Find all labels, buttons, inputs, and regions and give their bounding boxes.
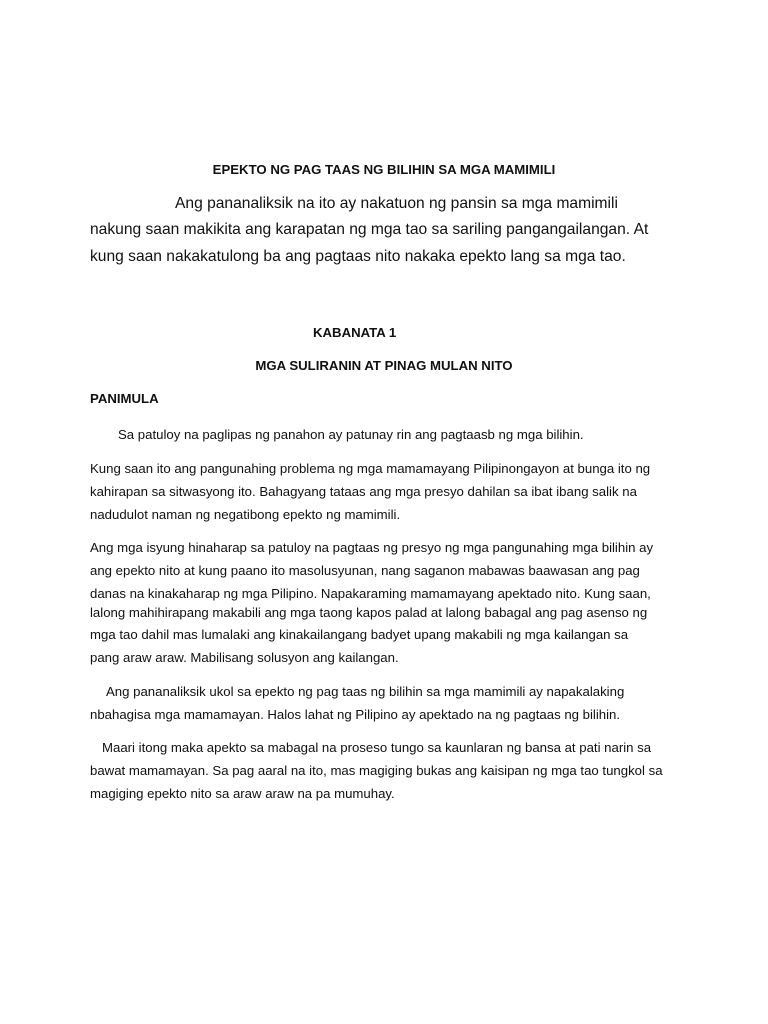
abstract-line-1: Ang pananaliksik na ito ay nakatuon ng pansin sa mga mamimili — [175, 195, 618, 212]
paragraph-2-line-2: kahirapan sa sitwasyong ito. Bahagyang tataas ang mga presyo dahilan sa ibat ibang salik na — [90, 484, 637, 499]
paragraph-3-line-6: pang araw araw. Mabilisang solusyon ang kailangan. — [90, 650, 399, 665]
paragraph-4-line-2: nbahagisa mga mamamayan. Halos lahat ng Pilipino ay apektado na ng pagtaas ng bilihin. — [90, 707, 621, 722]
paragraph-1-line-1: Sa patuloy na paglipas ng panahon ay patunay rin ang pagtaasb ng mga bilihin. — [118, 427, 584, 442]
paragraph-3-line-3: danas na kinakaharap ng mga Pilipino. Napakaraming mamamayang apektado nito. Kung saan, — [90, 586, 651, 601]
paragraph-5-line-3: magiging epekto nito sa araw araw na pa mumuhay. — [90, 786, 395, 801]
paragraph-5-line-1: Maari itong maka apekto sa mabagal na proseso tungo sa kaunlaran ng bansa at pati narin sa — [102, 740, 652, 755]
document-title: EPEKTO NG PAG TAAS NG BILIHIN SA MGA MAMIMILI — [212, 162, 556, 177]
paragraph-2-line-1: Kung saan ito ang pangunahing problema ng mga mamamayang Pilipinongayon at bunga ito ng — [90, 461, 651, 476]
chapter-number: KABANATA 1 — [313, 325, 397, 340]
paragraph-3-line-2: ang epekto nito at kung paano ito masolusyunan, nang saganon mabawas baawasan ang pag — [90, 563, 640, 578]
section-heading: PANIMULA — [90, 391, 159, 406]
abstract-line-3: kung saan nakakatulong ba ang pagtaas nito nakaka epekto lang sa mga tao. — [90, 248, 626, 265]
paragraph-5-line-2: bawat mamamayan. Sa pag aaral na ito, mas magiging bukas ang kaisipan ng mga tao tungkol sa — [90, 763, 663, 778]
paragraph-3-line-1: Ang mga isyung hinaharap sa patuloy na pagtaas ng presyo ng mga pangunahing mga bilihin ay — [90, 540, 654, 555]
paragraph-3-line-5: mga tao dahil mas lumalaki ang kinakailangang badyet upang makabili ng mga kailangan sa — [90, 627, 629, 642]
abstract-line-2: nakung saan makikita ang karapatan ng mga tao sa sariling pangangailangan. At — [90, 221, 649, 238]
paragraph-3-line-4: lalong mahihirapang makabili ang mga taong kapos palad at lalong babagal ang pag asenso ng — [90, 605, 648, 620]
paragraph-4-line-1: Ang pananaliksik ukol sa epekto ng pag taas ng bilihin sa mga mamimili ay napakalaking — [106, 684, 625, 699]
chapter-title: MGA SULIRANIN AT PINAG MULAN NITO — [255, 358, 513, 373]
paragraph-2-line-3: nadudulot naman ng negatibong epekto ng mamimili. — [90, 507, 401, 522]
